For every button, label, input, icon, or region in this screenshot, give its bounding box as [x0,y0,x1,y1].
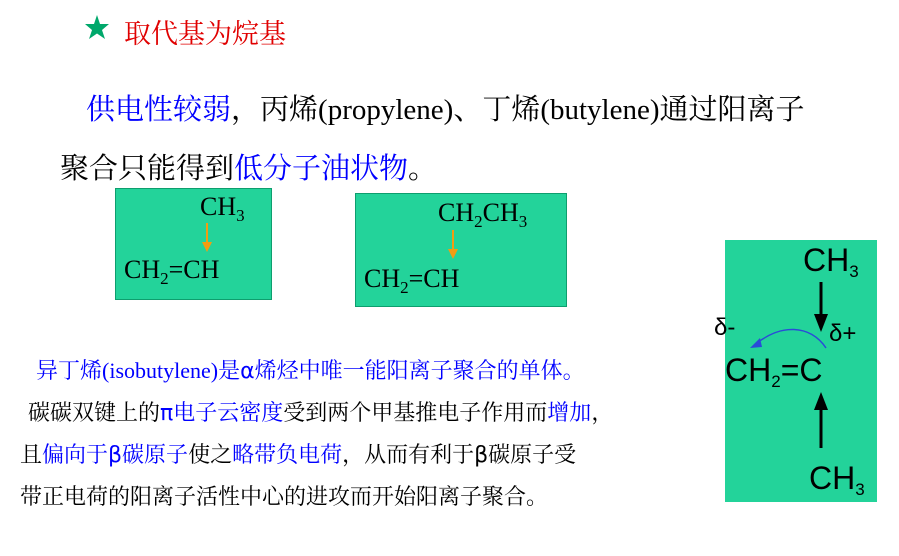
iso-highlight-3: 偏向于β碳原子 [42,443,189,468]
double-bond-label: $CH_2=C$ [725,352,823,391]
propylene-structure-box [115,188,272,300]
iso-line-4 [20,477,613,519]
iso-text-3: 碳碳双键上的 [28,401,161,426]
intro-line-1 [60,80,890,139]
iso-text-6: 且 [20,443,43,468]
iso-text-8: ，从而有利于β碳原子受 [342,443,577,468]
electron-shift-arrow-icon [740,322,830,354]
star-icon [84,14,110,40]
iso-isobutylene: (isobutylene) [102,358,219,383]
iso-text-2: 是α烯烃中唯一能阳离子聚合的单体。 [218,359,585,384]
paragraph-isobutylene [20,350,613,519]
methyl-group-label: $CH_3$ [200,192,245,225]
intro-text-5: 。 [408,151,438,185]
delta-minus-label: δ- [714,314,736,341]
intro-butylene: (butylene) [540,94,660,126]
delta-plus-label: δ+ [829,320,857,347]
push-arrow-up-icon [813,392,829,448]
iso-text-7: 使之 [188,443,233,468]
top-methyl-label: $CH_3$ [803,242,859,281]
iso-highlight-1: 电子云密度 [173,401,284,426]
intro-propylene: (propylene) [318,94,454,126]
orange-arrow-icon [200,223,214,253]
paragraph-intro [60,80,890,197]
iso-line-3 [20,435,613,477]
double-bond-label: $CH_2=CH$ [124,255,220,288]
intro-highlight-2: 低分子油状物 [234,151,409,185]
orange-arrow-icon [446,230,460,260]
intro-highlight-1: 供电性较弱 [86,92,232,126]
intro-text-4: 聚合只能得到 [60,151,235,185]
isobutylene-structure-box [725,240,877,502]
butylene-structure-box [355,193,567,307]
iso-text-1: 异丁烯 [36,359,103,384]
ethyl-group-label: $CH_2CH_3$ [438,198,528,231]
iso-highlight-2: 增加 [547,401,592,426]
iso-line-2 [20,393,613,435]
iso-text-9: 带正电荷的阳离子活性中心的进攻而开始阳离子聚合。 [20,485,549,510]
iso-text-5: ， [591,401,614,426]
double-bond-label: $CH_2=CH$ [364,264,460,297]
intro-text-2: 、丁烯 [453,92,541,126]
iso-line-1 [20,350,613,393]
slide-title: 取代基为烷基 [124,19,286,50]
intro-text-3: 通过阳离子 [659,92,805,126]
bottom-methyl-label: $CH_3$ [809,460,865,499]
iso-pi: π [160,401,174,426]
iso-text-4: 受到两个甲基推电子作用而 [283,401,548,426]
iso-highlight-4: 略带负电荷 [232,443,343,468]
intro-text-1: ，丙烯 [231,92,319,126]
